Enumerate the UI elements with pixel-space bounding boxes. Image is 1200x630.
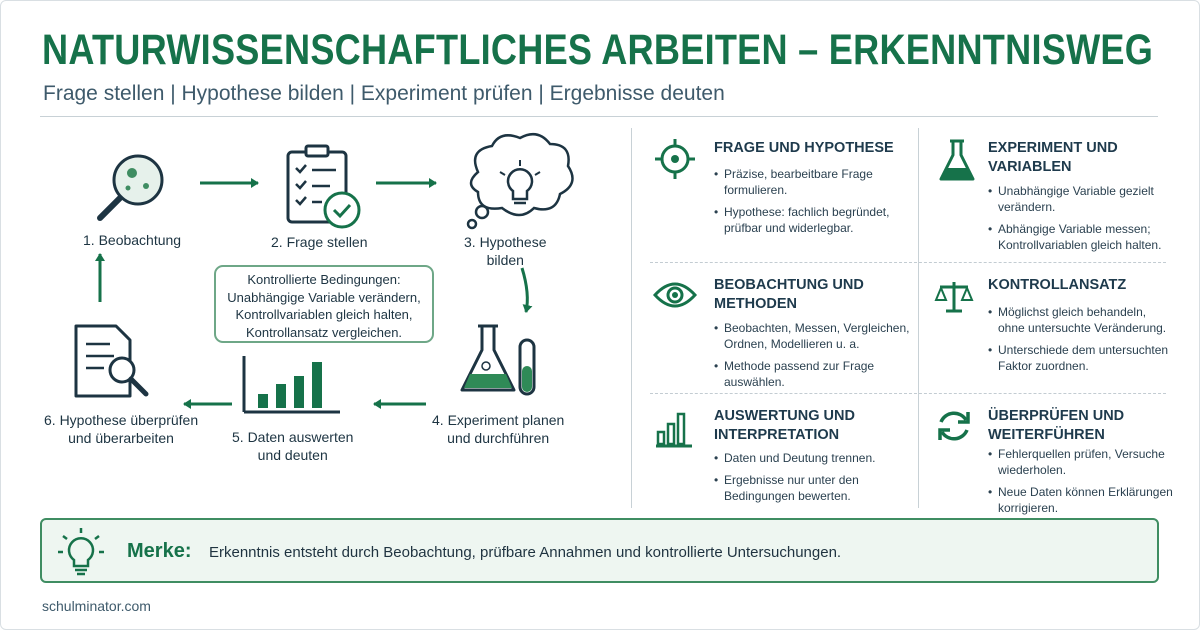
eye-icon	[652, 280, 698, 310]
list-item: • Unterschiede dem untersuchten Faktor zuordnen.	[988, 342, 1168, 374]
thought-bulb-icon	[468, 134, 573, 228]
step-4-label: 4. Experiment planen und durchführen	[432, 412, 565, 446]
card-title-auswertung-interpretation: AUSWERTUNG UND INTERPRETATION	[714, 408, 855, 443]
column-divider	[918, 128, 919, 508]
step-6-label: 6. Hypothese überprüfen und überarbeiten	[44, 412, 199, 446]
list-item: • Hypothese: fachlich begründet, prüfbar und widerlegbar.	[714, 204, 889, 236]
bar-chart-icon	[654, 404, 694, 448]
clipboard-check-icon	[288, 146, 359, 227]
list-item: • Möglichst gleich behandeln, ohne untersuchte Veränderung.	[988, 304, 1168, 336]
list-item: • Methode passend zur Frage auswählen.	[714, 358, 909, 390]
list-item: • Daten und Deutung trennen.	[714, 450, 875, 466]
flow-arrow	[522, 268, 527, 312]
header-divider	[40, 116, 1158, 117]
card-title-frage-hypothese: FRAGE UND HYPOTHESE	[714, 140, 894, 156]
card-title-beobachtung-methoden: BEOBACHTUNG UND METHODEN	[714, 277, 864, 312]
step-3-label: 3. Hypothese bilden	[464, 234, 547, 268]
card-bullets-experiment-variablen	[988, 183, 1161, 259]
footer-url: schulminator.com	[42, 598, 151, 614]
page-subtitle: Frage stellen | Hypothese bilden | Experiment prüfen | Ergebnisse deuten	[43, 82, 725, 105]
card-bullets-auswertung-interpretation	[714, 450, 875, 510]
merke-label: Merke:	[127, 540, 192, 562]
card-title-kontrollansatz: KONTROLLANSATZ	[988, 277, 1127, 293]
lightbulb-icon	[56, 526, 106, 578]
step-2-label: 2. Frage stellen	[271, 234, 368, 250]
controlled-conditions-box: Kontrollierte Bedingungen: Unabhängige Variable verändern, Kontrollvariablen gleich halten, Kontrollansatz vergleichen.	[214, 265, 434, 343]
page-title: NATURWISSENSCHAFTLICHES ARBEITEN – ERKENNTNISWEG	[42, 26, 1154, 74]
flask-icon	[938, 138, 976, 184]
flask-icon	[462, 326, 534, 394]
card-bullets-frage-hypothese	[714, 166, 889, 242]
list-item: • Neue Daten können Erklärungen korrigieren.	[988, 484, 1173, 516]
card-title-ueberpruefen-weiterfuehren: ÜBERPRÜFEN UND WEITERFÜHREN	[988, 408, 1125, 443]
card-title-experiment-variablen: EXPERIMENT UND VARIABLEN	[988, 140, 1118, 175]
step-5-label: 5. Daten auswerten und deuten	[232, 429, 354, 463]
step-1-label: 1. Beobachtung	[83, 232, 182, 248]
magnifier-icon	[100, 156, 162, 218]
list-item: • Ergebnisse nur unter den Bedingungen bewerten.	[714, 472, 875, 504]
section-divider	[631, 128, 632, 508]
list-item: • Beobachten, Messen, Vergleichen, Ordnen, Modellieren u. a.	[714, 320, 909, 352]
card-bullets-ueberpruefen-weiterfuehren	[988, 446, 1173, 522]
list-item: • Präzise, bearbeitbare Frage formulieren.	[714, 166, 889, 198]
list-item: • Fehlerquellen prüfen, Versuche wiederholen.	[988, 446, 1173, 478]
document-search-icon	[76, 326, 146, 396]
refresh-icon	[934, 406, 974, 446]
list-item: • Unabhängige Variable gezielt verändern.	[988, 183, 1161, 215]
card-bullets-kontrollansatz	[988, 304, 1168, 380]
row-divider	[650, 262, 1166, 263]
bar-chart-icon	[244, 356, 340, 412]
card-bullets-beobachtung-methoden	[714, 320, 909, 396]
scale-icon	[934, 278, 974, 314]
merke-text: Erkenntnis entsteht durch Beobachtung, prüfbare Annahmen und kontrollierte Untersuchungen.	[209, 544, 842, 561]
list-item: • Abhängige Variable messen; Kontrollvariablen gleich halten.	[988, 221, 1161, 253]
target-icon	[654, 138, 696, 180]
